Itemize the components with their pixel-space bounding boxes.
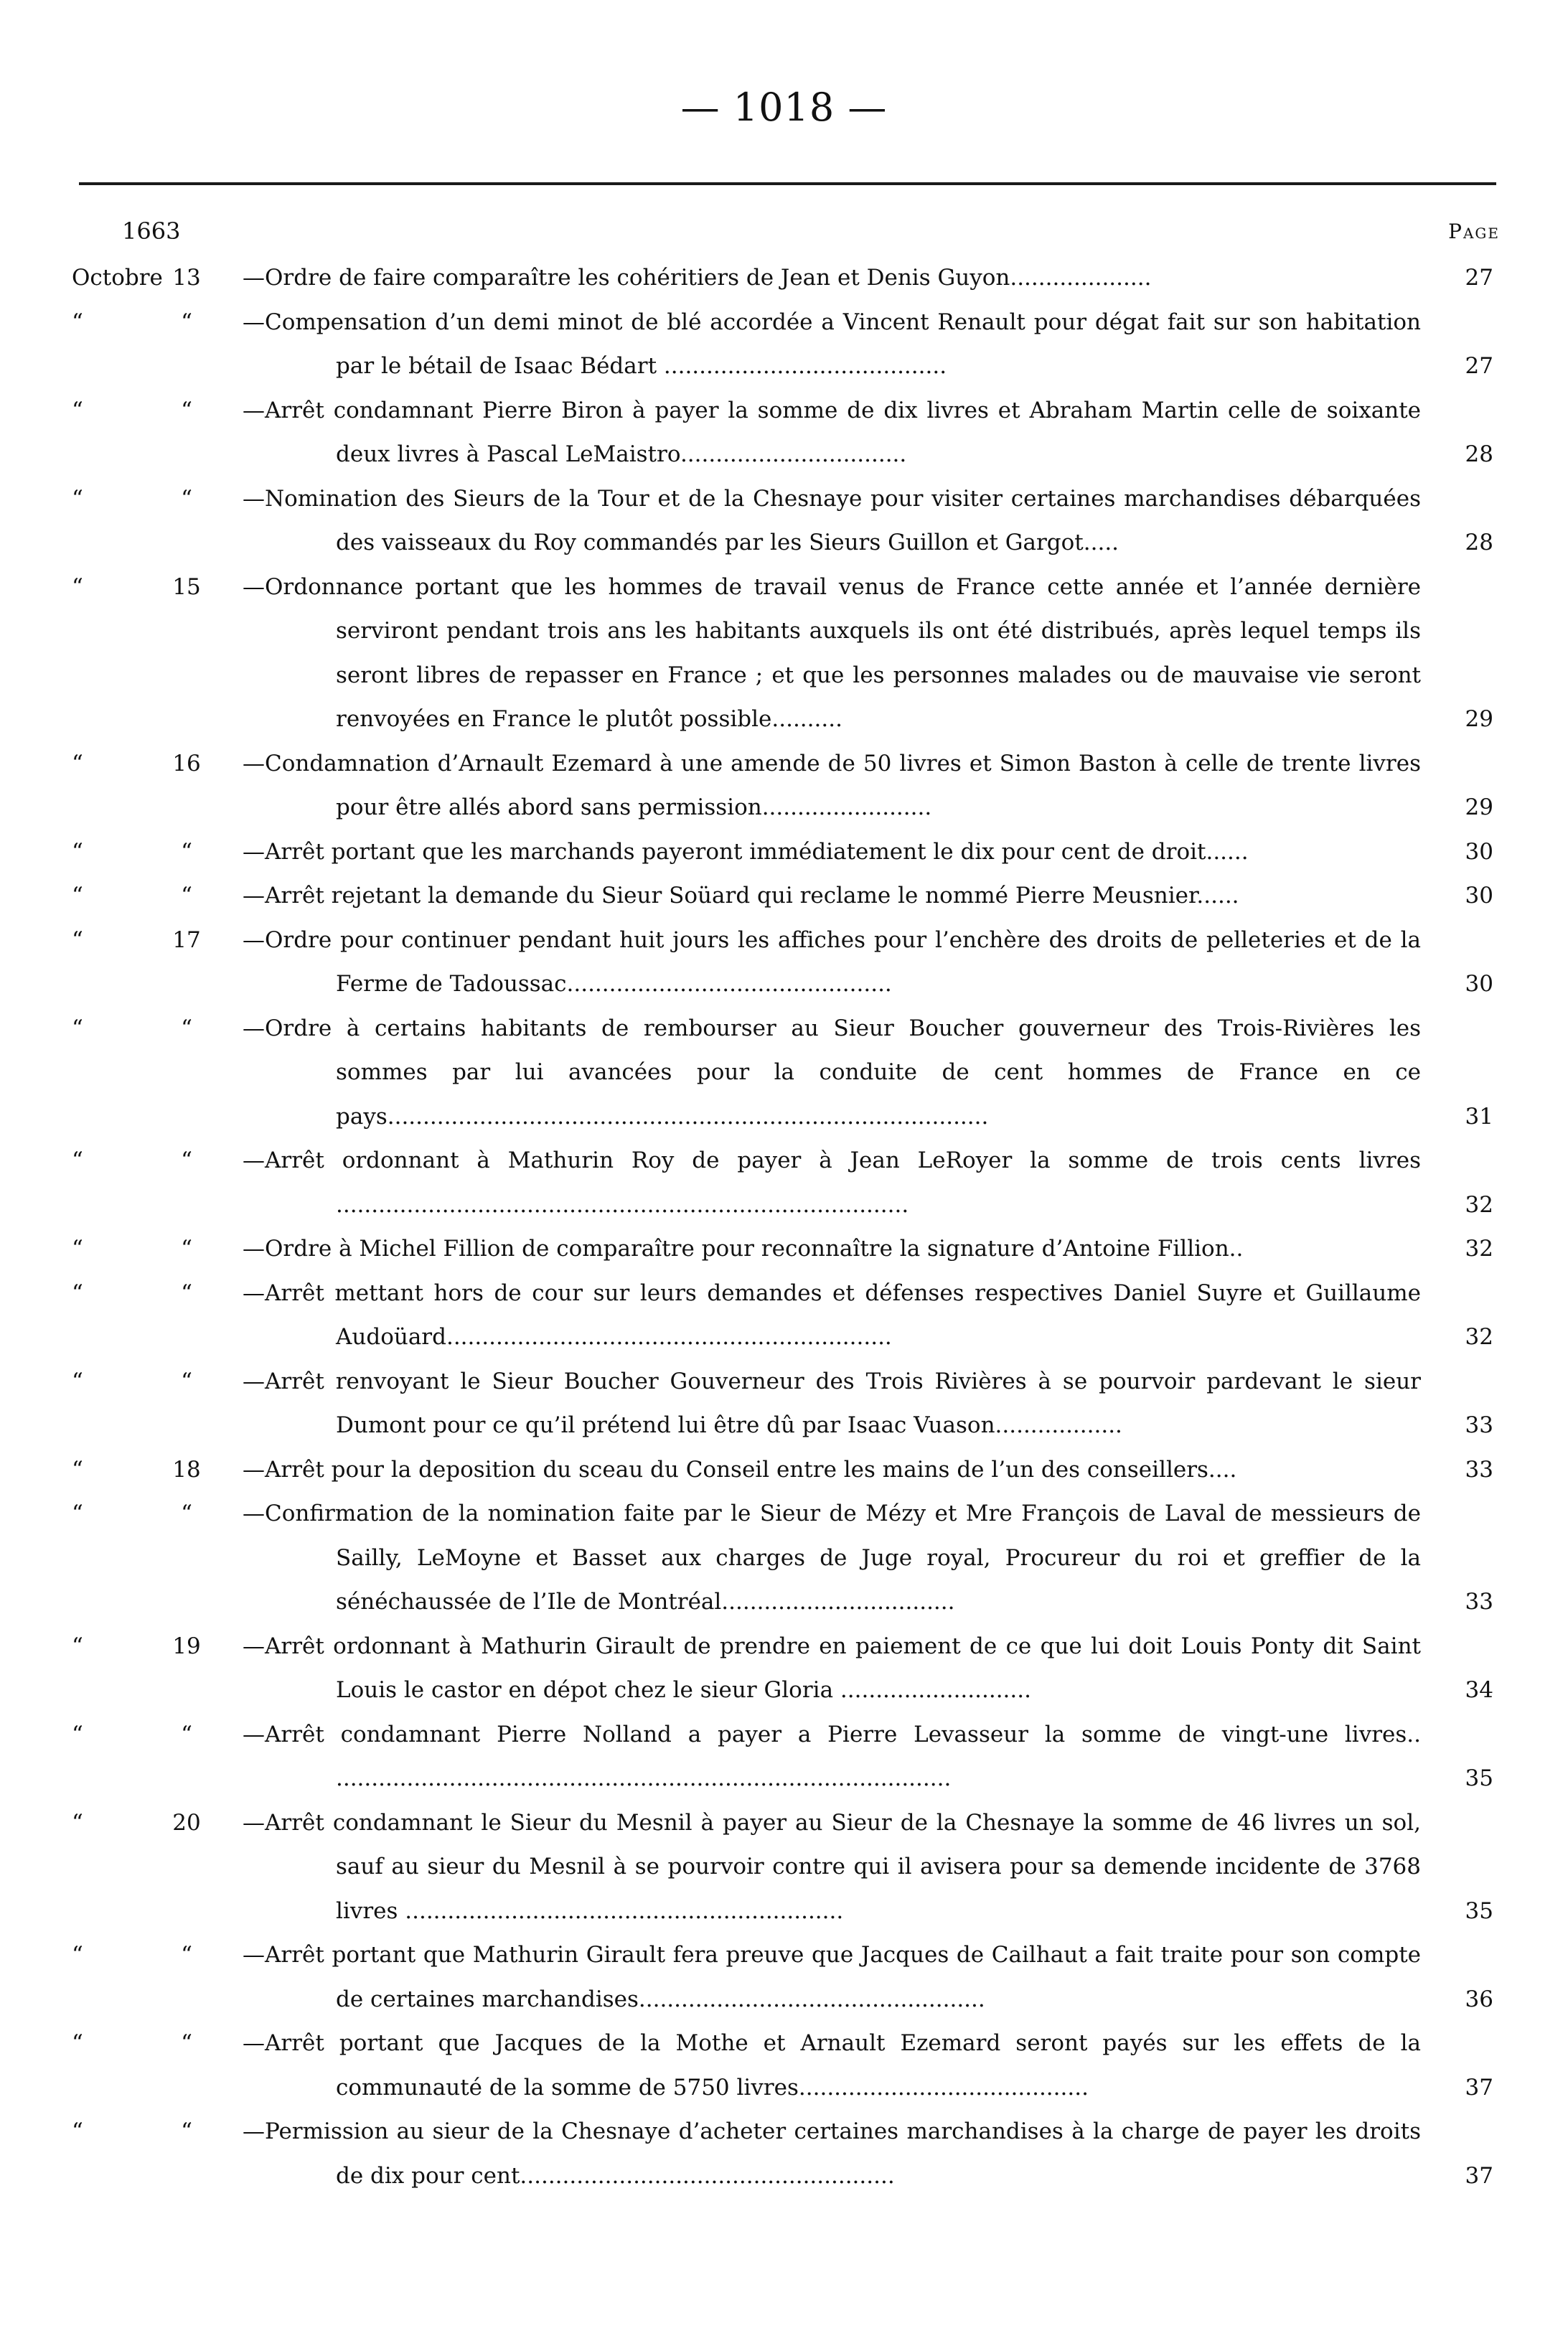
- entry-month: “: [72, 1809, 83, 1836]
- list-item: [0, 1448, 1568, 1493]
- entry-day: “: [181, 1501, 192, 1526]
- entry-day: 17: [172, 926, 201, 953]
- list-item: [0, 1139, 1568, 1227]
- entry-day: 18: [172, 1456, 201, 1483]
- entry-page: 27: [1465, 353, 1493, 379]
- entry-month: Octobre: [72, 265, 163, 291]
- entry-day: “: [181, 883, 192, 909]
- entry-day: “: [181, 397, 192, 423]
- entry-day: “: [181, 1148, 192, 1173]
- page-column-header: Page: [1448, 220, 1500, 243]
- entry-text: —Arrêt mettant hors de cour sur leurs demandes et défenses respectives Daniel Suyre et Guillaume Audoüard...............................................................: [243, 1280, 1421, 1350]
- entry-text: —Arrêt portant que Jacques de la Mothe et Arnault Ezemard seront payés sur les effets de la communauté de la somme de 5750 livres.........................................: [243, 2030, 1421, 2101]
- list-item: [0, 256, 1568, 301]
- entry-month: “: [72, 1942, 83, 1968]
- entry-page: 32: [1465, 1236, 1493, 1262]
- entry-page: 31: [1465, 1103, 1493, 1130]
- list-item: [0, 1272, 1568, 1360]
- entries-list: [0, 256, 1568, 2198]
- entry-day: “: [181, 838, 192, 865]
- entry-text: —Ordre à Michel Fillion de comparaître pour reconnaître la signature d’Antoine Fillion..: [243, 1236, 1244, 1262]
- entry-month: “: [72, 573, 83, 600]
- list-item: [0, 830, 1568, 875]
- entry-page: 33: [1465, 1456, 1493, 1483]
- list-item: [0, 742, 1568, 830]
- entry-page: 37: [1465, 2162, 1493, 2189]
- entry-day: “: [181, 2118, 192, 2144]
- list-item: [0, 477, 1568, 566]
- entry-month: “: [72, 1721, 83, 1747]
- entry-page: 30: [1465, 838, 1493, 865]
- entry-text: —Arrêt rejetant la demande du Sieur Soüard qui reclame le nommé Pierre Meusnier......: [243, 883, 1239, 909]
- entry-day: “: [181, 1368, 192, 1394]
- entry-text: —Arrêt portant que Mathurin Girault fera preuve que Jacques de Cailhaut a fait traite pour son compte de certaines marchandises.................................................: [243, 1942, 1421, 2012]
- entry-page: 28: [1465, 441, 1493, 467]
- list-item: [0, 874, 1568, 919]
- entry-day: 20: [172, 1809, 201, 1836]
- entry-month: “: [72, 1280, 83, 1306]
- list-item: [0, 1933, 1568, 2022]
- entry-text: —Arrêt renvoyant le Sieur Boucher Gouverneur des Trois Rivières à se pourvoir pardevant le sieur Dumont pour ce qu’il prétend lui être dû par Isaac Vuason..................: [243, 1368, 1421, 1438]
- entry-text: —Arrêt condamnant Pierre Biron à payer la somme de dix livres et Abraham Martin celle de soixante deux livres à Pascal LeMaistro................................: [243, 397, 1421, 467]
- list-item: [0, 1492, 1568, 1625]
- entry-day: “: [181, 309, 192, 335]
- entry-text: —Confirmation de la nomination faite par le Sieur de Mézy et Mre François de Laval de messieurs de Sailly, LeMoyne et Basset aux charges de Juge royal, Procureur du roi et greffier de la sénéchaussée de l’Ile de Montréal.................................: [243, 1501, 1421, 1615]
- entry-month: “: [72, 838, 83, 865]
- list-item: [0, 301, 1568, 389]
- entry-day: “: [181, 1942, 192, 1968]
- entry-day: 19: [172, 1633, 201, 1659]
- list-item: [0, 566, 1568, 742]
- entry-month: “: [72, 309, 83, 335]
- year-label: 1663: [122, 217, 181, 245]
- entry-page: 33: [1465, 1589, 1493, 1615]
- entry-page: 30: [1465, 971, 1493, 997]
- entry-page: 35: [1465, 1765, 1493, 1791]
- entry-page: 27: [1465, 265, 1493, 291]
- entry-text: —Condamnation d’Arnault Ezemard à une amende de 50 livres et Simon Baston à celle de trente livres pour être allés abord sans permission........................: [243, 750, 1421, 820]
- entry-page: 32: [1465, 1324, 1493, 1350]
- entry-page: 37: [1465, 2074, 1493, 2101]
- entry-text: —Arrêt ordonnant à Mathurin Girault de prendre en paiement de ce que lui doit Louis Ponty dit Saint Louis le castor en dépot chez le sieur Gloria ...........................: [243, 1633, 1421, 1703]
- list-item: [0, 1801, 1568, 1934]
- entry-text: —Ordonnance portant que les hommes de travail venus de France cette année et l’année dernière serviront pendant trois ans les habitants auxquels ils ont été distribués, après lequel temps ils seront libres de repasser en France ; et que les personnes malades ou de mauvaise vie seront renvoyées en France le plutôt possible..........: [243, 573, 1421, 732]
- entry-month: “: [72, 750, 83, 776]
- entry-page: 35: [1465, 1897, 1493, 1924]
- entry-day: “: [181, 1721, 192, 1747]
- entry-month: “: [72, 2030, 83, 2056]
- entry-text: —Ordre pour continuer pendant huit jours les affiches pour l’enchère des droits de pelleteries et de la Ferme de Tadoussac..............................................: [243, 926, 1421, 997]
- list-item: [0, 389, 1568, 477]
- entry-month: “: [72, 1015, 83, 1041]
- entry-day: “: [181, 485, 192, 512]
- entry-month: “: [72, 1236, 83, 1262]
- entry-month: “: [72, 926, 83, 953]
- entry-text: —Permission au sieur de la Chesnaye d’acheter certaines marchandises à la charge de payer les droits de dix pour cent.....................................................: [243, 2118, 1421, 2189]
- entry-month: “: [72, 2118, 83, 2144]
- entry-month: “: [72, 397, 83, 423]
- entry-text: —Ordre de faire comparaître les cohéritiers de Jean et Denis Guyon....................: [243, 265, 1152, 291]
- list-item: [0, 919, 1568, 1007]
- entry-text: —Arrêt ordonnant à Mathurin Roy de payer à Jean LeRoyer la somme de trois cents livres .................................................................................: [243, 1148, 1421, 1218]
- entry-day: “: [181, 1236, 192, 1262]
- entry-day: “: [181, 2030, 192, 2056]
- entry-page: 30: [1465, 883, 1493, 909]
- entry-page: 36: [1465, 1986, 1493, 2012]
- entry-day: “: [181, 1280, 192, 1306]
- entry-page: 29: [1465, 706, 1493, 732]
- list-item: [0, 1360, 1568, 1448]
- entry-month: “: [72, 1633, 83, 1659]
- entry-month: “: [72, 1456, 83, 1483]
- entry-month: “: [72, 883, 83, 909]
- list-item: [0, 1625, 1568, 1713]
- entry-text: —Nomination des Sieurs de la Tour et de la Chesnaye pour visiter certaines marchandises débarquées des vaisseaux du Roy commandés par les Sieurs Guillon et Gargot.....: [243, 485, 1421, 555]
- entry-day: 15: [172, 573, 201, 600]
- header-rule: [79, 182, 1496, 185]
- page-number: — 1018 —: [680, 85, 888, 130]
- list-item: [0, 1713, 1568, 1801]
- entry-page: 34: [1465, 1677, 1493, 1703]
- entry-text: —Arrêt portant que les marchands payeront immédiatement le dix pour cent de droit......: [243, 838, 1249, 865]
- entry-page: 28: [1465, 530, 1493, 555]
- entry-month: “: [72, 1368, 83, 1394]
- entry-month: “: [72, 485, 83, 512]
- list-item: [0, 1007, 1568, 1140]
- entry-day: “: [181, 1015, 192, 1041]
- entry-text: —Arrêt condamnant Pierre Nolland a payer a Pierre Levasseur la somme de vingt-une livres.. .......................................................................................: [243, 1721, 1421, 1791]
- entry-month: “: [72, 1501, 83, 1526]
- entry-page: 32: [1465, 1191, 1493, 1218]
- list-item: [0, 1227, 1568, 1272]
- entry-text: —Compensation d’un demi minot de blé accordée a Vincent Renault pour dégat fait sur son habitation par le bétail de Isaac Bédart ........................................: [243, 309, 1421, 379]
- entry-text: —Arrêt pour la deposition du sceau du Conseil entre les mains de l’un des conseillers....: [243, 1456, 1237, 1483]
- list-item: [0, 2110, 1568, 2198]
- entry-day: 16: [172, 750, 201, 776]
- entry-page: 29: [1465, 794, 1493, 820]
- entry-text: —Arrêt condamnant le Sieur du Mesnil à payer au Sieur de la Chesnaye la somme de 46 livres un sol, sauf au sieur du Mesnil à se pourvoir contre qui il avisera pour sa demende incidente de 3768 livres ..............................................................: [243, 1809, 1421, 1924]
- entry-day: 13: [172, 265, 201, 291]
- entry-text: —Ordre à certains habitants de rembourser au Sieur Boucher gouverneur des Trois-Rivières les sommes par lui avancées pour la conduite de cent hommes de France en ce pays.....................................................................................: [243, 1015, 1421, 1130]
- entry-page: 33: [1465, 1412, 1493, 1438]
- entry-month: “: [72, 1148, 83, 1173]
- list-item: [0, 2022, 1568, 2110]
